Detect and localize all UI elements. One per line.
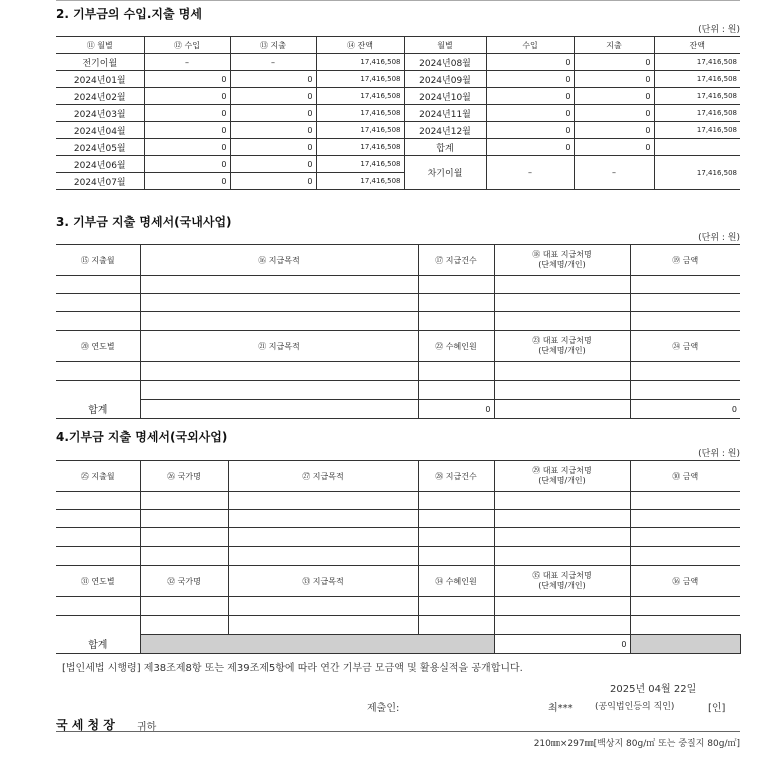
total-label: 합계 [56, 635, 140, 654]
table-cell: 0 [574, 54, 654, 71]
header-cell: ⑱ 대표 지급처명 (단체명/개인) [494, 245, 630, 276]
table-cell [654, 139, 740, 156]
table-cell: 0 [230, 173, 316, 190]
table-cell: 0 [574, 88, 654, 105]
section2-unit: (단위 : 원) [698, 25, 740, 35]
section2-title: 2. 기부금의 수입.지출 명세 [56, 7, 202, 21]
seal-mark: [인] [708, 703, 726, 714]
table-cell: 합계 [404, 139, 486, 156]
table-cell: 0 [486, 139, 574, 156]
table-cell: – [486, 156, 574, 190]
submitter-name: 최*** [548, 703, 573, 714]
table-cell: 2024년08월 [404, 54, 486, 71]
table-cell: 17,416,508 [654, 122, 740, 139]
domestic-total-row [56, 400, 740, 419]
header-cell: ㉓ 대표 지급처명 (단체명/개인) [494, 331, 630, 362]
table-cell: 17,416,508 [654, 71, 740, 88]
header-cell: ㉑ 지급목적 [140, 331, 418, 362]
header-cell: ㉖ 국가명 [140, 461, 228, 492]
table-cell: 0 [230, 105, 316, 122]
table-cell: 17,416,508 [316, 139, 404, 156]
table-cell: 17,416,508 [316, 88, 404, 105]
table-cell: 2024년03월 [56, 105, 144, 122]
header-cell: ⑰ 지급건수 [418, 245, 494, 276]
table-row [56, 54, 740, 71]
table-cell: 2024년10월 [404, 88, 486, 105]
table-cell: 17,416,508 [316, 156, 404, 173]
table-cell: 0 [230, 139, 316, 156]
table-cell: 월별 [404, 37, 486, 54]
table-cell: 0 [230, 88, 316, 105]
table-cell: 0 [574, 105, 654, 122]
table-row [56, 312, 740, 331]
header-cell: ⑲ 금액 [630, 245, 740, 276]
table-cell: 2024년06월 [56, 156, 144, 173]
table-cell: 0 [144, 173, 230, 190]
table-cell: 잔액 [654, 37, 740, 54]
table-cell: 2024년01월 [56, 71, 144, 88]
honorific: 귀하 [137, 722, 157, 733]
recipient: 국 세 청 장 [56, 718, 115, 732]
table-cell: 전기이월 [56, 54, 144, 71]
header-cell: ㉘ 지급건수 [418, 461, 494, 492]
total-amount: 0 [630, 400, 740, 419]
table-cell: 0 [144, 139, 230, 156]
table-cell: 지출 [574, 37, 654, 54]
table-cell: 2024년09월 [404, 71, 486, 88]
table-cell: 0 [486, 122, 574, 139]
table-row [56, 597, 740, 616]
table-cell: 0 [230, 122, 316, 139]
table-row [56, 362, 740, 381]
shaded-cell [140, 635, 494, 654]
header-cell: ㉟ 대표 지급처명 (단체명/개인) [494, 566, 630, 597]
table-row [56, 156, 740, 173]
section3-unit: (단위 : 원) [698, 233, 740, 243]
income-expense-table [56, 36, 740, 190]
table-cell: 0 [144, 156, 230, 173]
total-count: 0 [494, 635, 630, 654]
table-cell: 2024년11월 [404, 105, 486, 122]
table-row [56, 381, 740, 400]
table-cell: ⑪ 월별 [56, 37, 144, 54]
table-cell: ⑬ 지출 [230, 37, 316, 54]
submitter-role: (공익법인등의 직인) [595, 702, 675, 712]
table-row [56, 139, 740, 156]
header-cell: ⑯ 지급목적 [140, 245, 418, 276]
header-cell: ㉔ 금액 [630, 331, 740, 362]
table-cell: ⑫ 수입 [144, 37, 230, 54]
submitter-label: 제출인: [367, 703, 400, 714]
header-cell: ㉚ 금액 [630, 461, 740, 492]
table-row [56, 616, 740, 635]
total-label: 합계 [56, 400, 140, 419]
overseas-header-monthly [56, 461, 740, 492]
header-cell: ㉝ 지급목적 [228, 566, 418, 597]
domestic-header-monthly [56, 245, 740, 276]
submit-date: 2025년 04월 22일 [610, 684, 697, 695]
header-cell: ㉞ 수혜인원 [418, 566, 494, 597]
table-row [56, 88, 740, 105]
table-cell: 17,416,508 [654, 88, 740, 105]
table-cell: 0 [144, 122, 230, 139]
header-cell: ㉕ 지출월 [56, 461, 140, 492]
overseas-total-row [56, 635, 740, 654]
section4-unit: (단위 : 원) [698, 449, 740, 459]
header-cell: ㉜ 국가명 [140, 566, 228, 597]
table-cell: 17,416,508 [654, 156, 740, 190]
table-cell: 17,416,508 [654, 105, 740, 122]
table-cell: 0 [574, 122, 654, 139]
table-row [56, 492, 740, 510]
table-row [56, 294, 740, 312]
header-cell: ㉛ 연도별 [56, 566, 140, 597]
legal-statement: [법인세법 시행령] 제38조제8항 또는 제39조제5항에 따라 연간 기부금 모금액 및 활용실적을 공개합니다. [62, 663, 523, 674]
table-cell: – [230, 54, 316, 71]
table-cell: – [574, 156, 654, 190]
table-cell: 17,416,508 [316, 122, 404, 139]
table-cell: 0 [574, 71, 654, 88]
header-cell: ㉙ 대표 지급처명 (단체명/개인) [494, 461, 630, 492]
domestic-header-yearly [56, 331, 740, 362]
header-cell: ㉗ 지급목적 [228, 461, 418, 492]
header-cell: ⑮ 지출월 [56, 245, 140, 276]
header-cell: ㊱ 금액 [630, 566, 740, 597]
table-row [56, 105, 740, 122]
table-cell: 0 [230, 71, 316, 88]
table-cell: 0 [486, 54, 574, 71]
table-cell: 2024년07월 [56, 173, 144, 190]
top-rule [56, 0, 740, 1]
table-cell: 0 [144, 105, 230, 122]
table-cell: 17,416,508 [316, 54, 404, 71]
table-cell: 2024년02월 [56, 88, 144, 105]
section3-title: 3. 기부금 지출 명세서(국내사업) [56, 215, 232, 229]
table-cell: ⑭ 잔액 [316, 37, 404, 54]
table-cell: 2024년05월 [56, 139, 144, 156]
table-row [56, 122, 740, 139]
section4-title: 4.기부금 지출 명세서(국외사업) [56, 430, 228, 444]
overseas-header-yearly [56, 566, 740, 597]
table-cell: 0 [486, 88, 574, 105]
table-cell: 2024년12월 [404, 122, 486, 139]
table-cell: 0 [144, 71, 230, 88]
table-cell: 17,416,508 [654, 54, 740, 71]
table-row [56, 510, 740, 528]
table-cell: 2024년04월 [56, 122, 144, 139]
domestic-expense-table [56, 244, 740, 419]
table-cell: 0 [144, 88, 230, 105]
shaded-cell [630, 635, 740, 654]
table-cell: 차기이월 [404, 156, 486, 190]
table-cell: – [144, 54, 230, 71]
total-count: 0 [418, 400, 494, 419]
table-cell: 0 [486, 71, 574, 88]
table-header-row [56, 37, 740, 54]
table-row [56, 528, 740, 547]
table-cell: 0 [486, 105, 574, 122]
table-cell: 17,416,508 [316, 105, 404, 122]
table-row [56, 71, 740, 88]
header-cell: ㉒ 수혜인원 [418, 331, 494, 362]
header-cell: ⑳ 연도별 [56, 331, 140, 362]
table-cell: 0 [230, 156, 316, 173]
table-row [56, 547, 740, 566]
overseas-expense-table [56, 460, 740, 654]
table-cell: 17,416,508 [316, 71, 404, 88]
paper-spec: 210㎜×297㎜[백상지 80g/㎡ 또는 중질지 80g/㎡] [533, 739, 740, 749]
table-cell: 0 [574, 139, 654, 156]
table-cell: 수입 [486, 37, 574, 54]
footer-rule [56, 731, 740, 732]
table-row [56, 276, 740, 294]
table-cell: 17,416,508 [316, 173, 404, 190]
